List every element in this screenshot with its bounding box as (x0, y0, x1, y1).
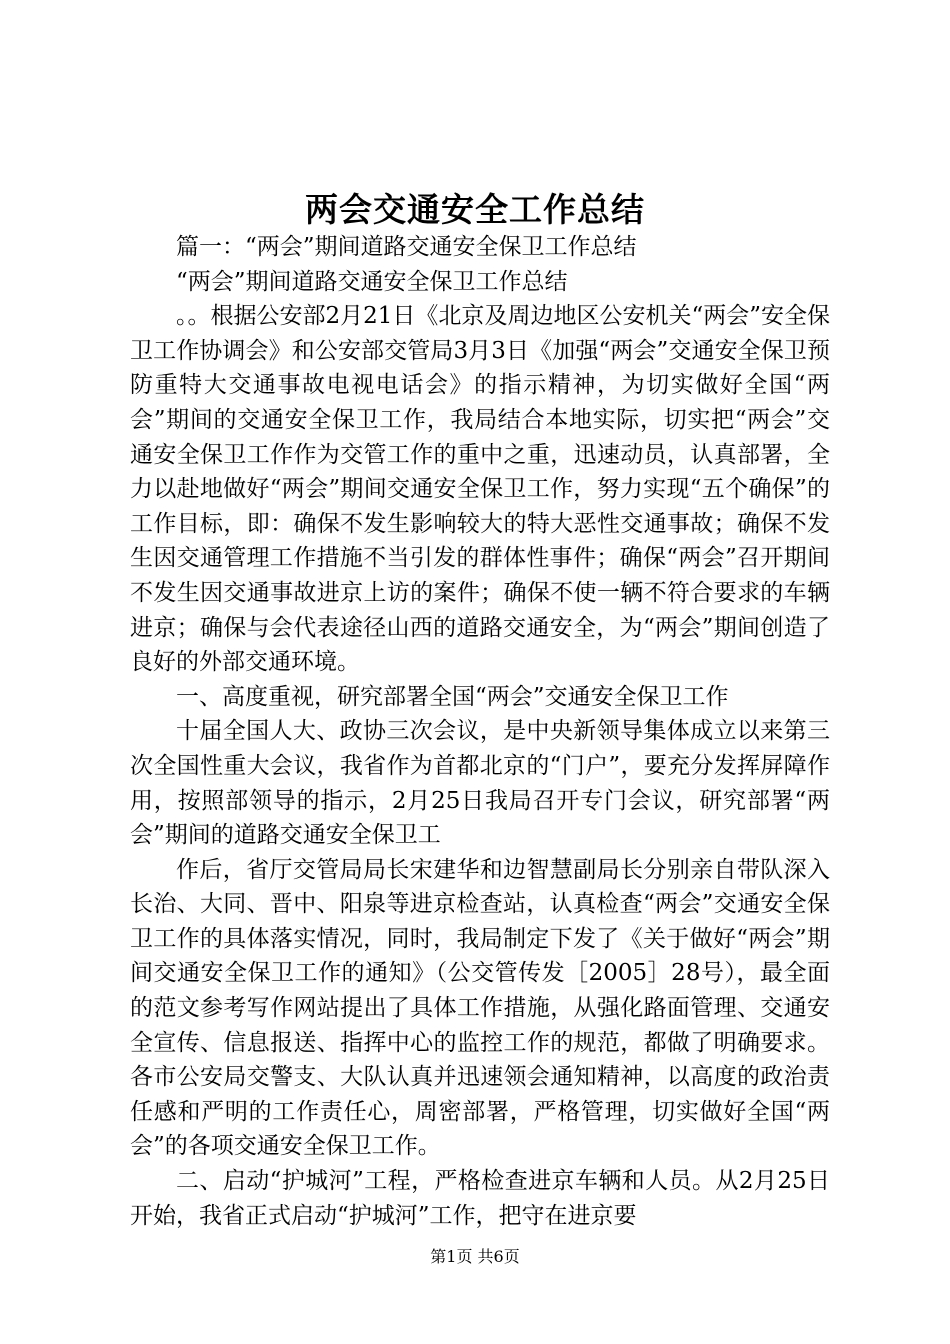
paragraph: 十届全国人大、政协三次会议，是中央新领导集体成立以来第三次全国性重大会议，我省作为首都北京的“门户”，要充分发挥屏障作用，按照部领导的指示，2月25日我局召开专门会议，研究部署“两会”期间的道路交通安全保卫工 (130, 718, 830, 849)
paragraph: 一、高度重视，研究部署全国“两会”交通安全保卫工作 (176, 683, 729, 710)
paragraph: 二、启动“护城河”工程，严格检查进京车辆和人员。从2月25日开始，我省正式启动“护城河”工作，把守在进京要 (130, 1168, 830, 1229)
paragraph: 篇一：“两会”期间道路交通安全保卫工作总结 (176, 234, 637, 260)
paragraph: 作后，省厅交管局局长宋建华和边智慧副局长分别亲自带队深入长治、大同、晋中、阳泉等进京检查站，认真检查“两会”交通安全保卫工作的具体落实情况，同时，我局制定下发了《关于做好“两会”期间交通安全保卫工作的通知》（公交管传发［2005］28号），最全面的范文参考写作网站提出了具体工作措施，从强化路面管理、交通安全宣传、信息报送、指挥中心的监控工作的规范，都做了明确要求。各市公安局交警支、大队认真并迅速领会通知精神，以高度的政治责任感和严明的工作责任心，周密部署，严格管理，切实做好全国“两会”的各项交通安全保卫工作。 (130, 856, 830, 1160)
paragraph: 。。根据公安部2月21日《北京及周边地区公安机关“两会”安全保卫工作协调会》和公安部交管局3月3日《加强“两会”交通安全保卫预防重特大交通事故电视电话会》的指示精神，为切实做好全国“两会”期间的交通安全保卫工作，我局结合本地实际，切实把“两会”交通安全保卫工作作为交管工作的重中之重，迅速动员，认真部署，全力以赴地做好“两会”期间交通安全保卫工作，努力实现“五个确保”的工作目标，即：确保不发生影响较大的特大恶性交通事故；确保不发生因交通管理工作措施不当引发的群体性事件；确保“两会”召开期间不发生因交通事故进京上访的案件；确保不使一辆不符合要求的车辆进京；确保与会代表途径山西的道路交通安全，为“两会”期间创造了良好的外部交通环境。 (130, 303, 830, 676)
paragraph: “两会”期间道路交通安全保卫工作总结 (176, 268, 568, 295)
document-title: 两会交通安全工作总结 (305, 190, 645, 229)
document-body (130, 230, 830, 1233)
page-footer: 第1页 共6页 (430, 1247, 520, 1266)
